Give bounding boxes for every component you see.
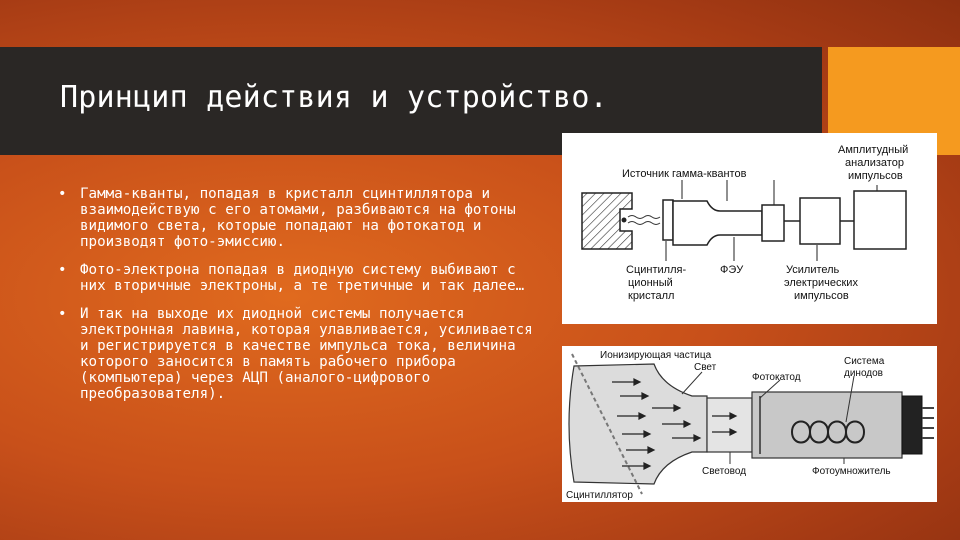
schematic-svg bbox=[562, 346, 937, 502]
label-photocathode: Фотокатод bbox=[752, 372, 801, 383]
scintillation-crystal bbox=[663, 200, 673, 240]
label-lightguide: Световод bbox=[702, 466, 747, 477]
label-analyzer: анализатор bbox=[845, 157, 904, 169]
label-analyzer: импульсов bbox=[848, 170, 903, 182]
label-crystal: Сцинтилля- bbox=[626, 264, 687, 276]
bullet-item bbox=[58, 262, 538, 294]
label-photomultiplier: Фотоумножитель bbox=[812, 466, 891, 477]
label-dynodes: динодов bbox=[844, 368, 883, 379]
gamma-ray bbox=[628, 222, 660, 225]
label-pmt: ФЭУ bbox=[720, 264, 744, 276]
light-guide bbox=[707, 398, 752, 452]
label-scintillator: Сцинтиллятор bbox=[566, 490, 633, 501]
photomultiplier-base bbox=[902, 396, 922, 454]
scintillator-schematic bbox=[562, 346, 937, 502]
bullet-item bbox=[58, 306, 538, 402]
bullet-symbol: • bbox=[58, 262, 67, 278]
pmt-body bbox=[673, 201, 762, 245]
label-crystal: кристалл bbox=[628, 290, 675, 302]
label-amplifier: электрических bbox=[784, 277, 858, 289]
label-particle: Ионизирующая частица bbox=[600, 350, 712, 361]
detector-block-diagram bbox=[562, 133, 937, 324]
label-amplifier: импульсов bbox=[794, 290, 849, 302]
pmt-base bbox=[762, 205, 784, 241]
bullet-item bbox=[58, 186, 538, 250]
label-source: Источник гамма-квантов bbox=[622, 168, 747, 180]
label-amplifier: Усилитель bbox=[786, 264, 840, 276]
gamma-ray bbox=[628, 216, 660, 219]
block-diagram-svg bbox=[562, 133, 937, 324]
bullet-text: Гамма-кванты, попадая в кристалл сцинтиллятора и взаимодействую с его атомами, разбиваются на фотоны видимого света, которые попадают на фотокатод и производят фото-эмиссию. bbox=[80, 186, 516, 250]
slide-title: Принцип действия и устройство. bbox=[60, 80, 608, 115]
analyzer-box bbox=[854, 191, 906, 249]
bullet-text: И так на выходе их диодной системы получается электронная лавина, которая улавливается, усиливается и регистрируется в качестве импульса тока, величина которого заносится в память рабочего прибора (компьютера) через АЦП (аналого-цифрового преобразователя). bbox=[80, 306, 533, 402]
label-analyzer: Амплитудный bbox=[838, 144, 909, 156]
label-crystal: ционный bbox=[628, 277, 673, 289]
gamma-source-dot bbox=[622, 218, 627, 223]
bullet-symbol: • bbox=[58, 186, 67, 202]
bullet-symbol: • bbox=[58, 306, 67, 322]
amplifier-box bbox=[800, 198, 840, 244]
bullet-text: Фото-электрона попадая в диодную систему выбивают с них вторичные электроны, а те третичные и так далее… bbox=[80, 262, 525, 294]
label-dynodes: Система bbox=[844, 356, 885, 367]
label-light: Свет bbox=[694, 362, 717, 373]
bullet-list bbox=[58, 186, 538, 414]
